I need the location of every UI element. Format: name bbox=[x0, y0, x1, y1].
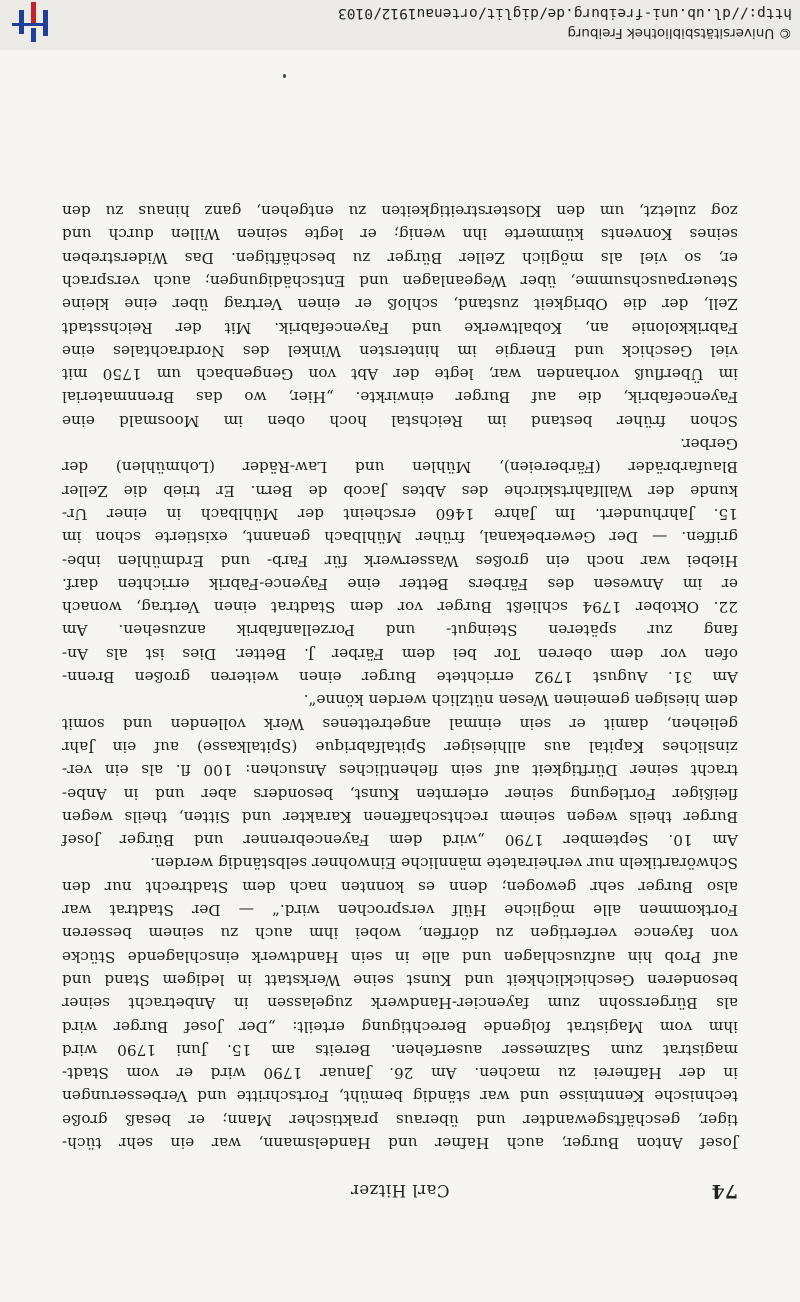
text-line: seines Konvents kümmerte ihn wenig; er legte seinen Willen durch und bbox=[62, 225, 738, 244]
text-line: im Überfluß vorhanden war, legte der Abt von Gengenbach um 1750 mit bbox=[62, 365, 738, 384]
running-head: Carl Hitzer bbox=[350, 1181, 450, 1200]
text-line: von fayence verfertigen zu dörffen, wobei ihm auch zu seinem besseren bbox=[62, 924, 738, 943]
text-line: kunde der Wallfahrtskirche des Abtes Jacob de Bern. Er trieb die Zeller bbox=[62, 481, 738, 500]
text-line: Josef Anton Burger, auch Hafner und Handelsmann, war ein sehr tüch- bbox=[62, 1134, 738, 1152]
text-line: geliehen, damit er sein einmal angetrettenes Werk vollenden und somit bbox=[62, 714, 738, 733]
body-text bbox=[62, 199, 738, 1154]
text-line: in der Hafnerei zu machen. Am 26. Januar 1790 wird er vom Stadt- bbox=[62, 1064, 738, 1083]
text-line: Burger theils wegen seinem rechtschaffenen Karakter und Sitten, theils wegen bbox=[62, 807, 738, 826]
copyright-notice: © Universitätsbibliothek Freiburg bbox=[567, 25, 792, 41]
text-line: Am 10. September 1790 „wird dem Fayencebrenner und Bürger Josef bbox=[62, 831, 738, 850]
text-line: ihm vom Magistrat folgende Berechtigung erteilt: „Der Josef Burger wird bbox=[62, 1017, 738, 1036]
text-line: zog zuletzt, um den Klosterstreitigkeiten zu entgehen, ganz hinaus zu den bbox=[62, 202, 738, 221]
text-line: Schwörartikeln nur verheiratete männliche Einwohner selbständig werden. bbox=[150, 854, 738, 873]
text-line: Schon früher bestand im Reichstal hoch oben im Moosmald eine bbox=[62, 411, 738, 430]
text-line: Hiebei war noch ein großes Wasserwerk für Farb- und Erdmühlen inbe- bbox=[62, 551, 738, 570]
logo-bar-center bbox=[31, 2, 36, 24]
ub-freiburg-logo-icon bbox=[8, 2, 52, 42]
text-line: ofen vor dem oberen Tor bei dem Färber J. Better. Dies ist als An- bbox=[62, 644, 738, 663]
text-line: Fayencefabrik, die auf Burger einwirkte. „Hier, wo das Brennmaterial bbox=[62, 388, 738, 407]
text-line: tiger, geschäftsgewandter und überaus praktischer Mann; er besaß große bbox=[62, 1110, 738, 1129]
text-line: dem hiesigen gemeinen Wesen nützlich werden könne“. bbox=[303, 691, 738, 710]
text-line: viel Geschick und Energie im hintersten Winkel des Nordrachtales eine bbox=[62, 341, 738, 360]
text-line: Zell, der die Obrigkeit zustand, schloß er einen Vertrag über eine kleine bbox=[62, 295, 738, 314]
text-line: 15. Jahrhundert. Im Jahre 1460 erscheint der Mühlbach in einer Ur- bbox=[62, 504, 738, 523]
page-header bbox=[62, 1174, 738, 1202]
text-line: Blaufarbräder (Färbereien), Mühlen und Law-Räder (Lohmühlen) der bbox=[62, 458, 738, 477]
text-line: als Bürgerssohn zum fayencier-Handwerk zugelassen in Anbetracht seiner bbox=[62, 994, 738, 1013]
logo-bar-cross bbox=[12, 23, 48, 26]
text-line: 22. Oktober 1794 schließt Burger vor dem Stadtrat einen Vertrag, wonach bbox=[62, 598, 738, 617]
text-line: auf Prob hin aufzuschlagen und alle in sein Handtwerk einschlagende Stücke bbox=[62, 947, 738, 966]
paragraph-4 bbox=[62, 199, 738, 432]
text-line: er im Anwesen des Färbers Better eine Fayence-Fabrik errichten darf. bbox=[62, 574, 738, 593]
text-line: griffen. — Der Gewerbekanal, früher Mühlbach genannt, existierte schon im bbox=[62, 528, 738, 547]
paragraph-3 bbox=[62, 432, 738, 688]
text-line: Fortkommen alle mögliche Hülf versprochen wird.“ — Der Stadtrat war bbox=[62, 901, 738, 920]
text-line: fleißiger Fortlegung seiner erlernten Kunst, besonders aber und in Anbe- bbox=[62, 784, 738, 803]
paragraph-1 bbox=[62, 851, 738, 1154]
text-line: er, so viel als möglich Zeller Bürger zu beschäftigen. Das Widerstreben bbox=[62, 248, 738, 267]
source-url-link[interactable]: http://dl.ub.uni-freiburg.de/diglit/ortenau1912/0103 bbox=[338, 5, 792, 21]
logo-bar-right bbox=[19, 10, 24, 34]
text-line: fang zur späteren Steingut- und Porzellanfabrik anzusehen. Am bbox=[62, 621, 738, 640]
text-line: Gerber. bbox=[680, 435, 738, 454]
text-line: Fabrikkolonie an, Kobaltwerke und Fayencefabrik. Mit der Reichsstadt bbox=[62, 318, 738, 337]
text-line: also Burger sehr gewogen; denn es konnten nach dem Stadtrecht nur den bbox=[62, 877, 738, 896]
logo-bar-top bbox=[31, 28, 36, 42]
paragraph-2 bbox=[62, 688, 738, 851]
text-line: magistrat zum Salzmesser auserſehen. Bereits am 15. Juni 1790 wird bbox=[62, 1040, 738, 1059]
ink-speck bbox=[283, 74, 286, 78]
text-line: zinsliches Kapital aus allhiesiger Spitalfabrique (Spitalkasse) auf ein Jahr bbox=[62, 737, 738, 756]
page-number: 74 bbox=[711, 1180, 738, 1202]
text-line: Am 31. August 1792 errichtete Burger einen weiteren großen Brenn- bbox=[62, 668, 738, 687]
text-line: besonderen Geschicklichkeit und Kunst seine Werkstatt in ledigem Stand und bbox=[62, 970, 738, 989]
text-line: Steuerpauschsumme, über Wegeanlagen und Entschädigungen; auch versprach bbox=[62, 272, 738, 291]
text-line: tracht seiner Dürftigkeit auf sein flehentliches Ansuchen: 100 fl. als ein ver- bbox=[62, 761, 738, 780]
text-line: technische Kenntnisse und war ständig bemüht, Fortschritte und Verbesserungen bbox=[62, 1087, 738, 1106]
